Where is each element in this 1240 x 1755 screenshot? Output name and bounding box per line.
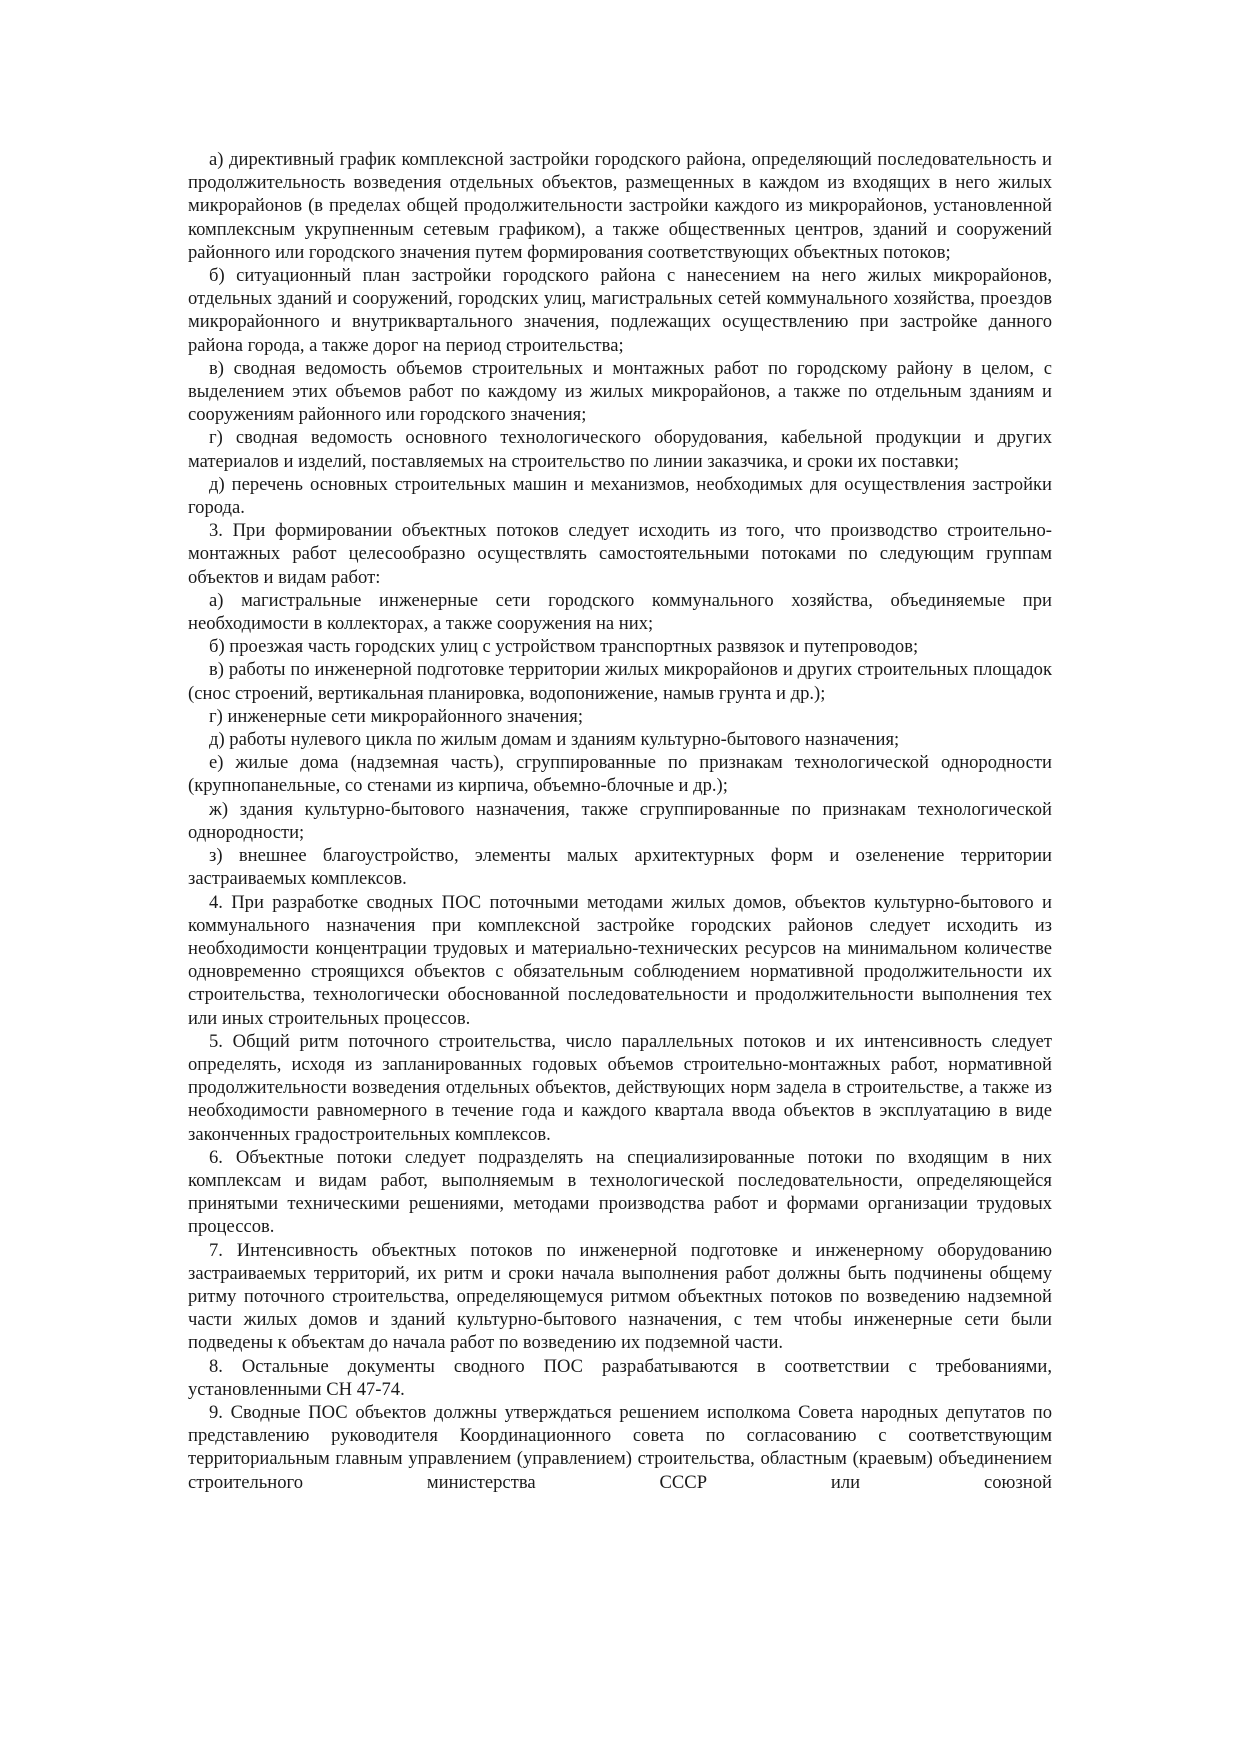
paragraph-3-object-flows: 3. При формировании объектных потоков следует исходить из того, что производство строительно-монтажных работ целесообразно осуществлять самостоятельными потоками по следующим группам объектов и видам работ: — [188, 520, 1052, 588]
paragraph-7-intensity: 7. Интенсивность объектных потоков по инженерной подготовке и инженерному оборудованию застраиваемых территорий, их ритм и сроки начала выполнения работ должны быть подчинены общему ритму поточного строительства, определяющемуся ритмом объектных потоков по возведению надземной части жилых домов и зданий культурно-бытового назначения, с тем чтобы инженерные сети были подведены к объектам до начала работ по возведению их подземной части. — [188, 1239, 1052, 1354]
paragraph-3g-district-networks: г) инженерные сети микрорайонного значения; — [209, 705, 583, 727]
document-body — [188, 148, 1052, 1494]
paragraph-3z-landscaping: з) внешнее благоустройство, элементы малых архитектурных форм и озеленение территории застраиваемых комплексов. — [188, 845, 1052, 890]
paragraph-3zh-cultural-buildings: ж) здания культурно-бытового назначения, также сгруппированные по признакам технологической однородности; — [188, 798, 1052, 843]
paragraph-3d-zero-cycle: д) работы нулевого цикла по жилым домам и зданиям культурно-бытового назначения; — [209, 729, 900, 751]
paragraph-4-flow-methods: 4. При разработке сводных ПОС поточными методами жилых домов, объектов культурно-бытового и коммунального назначения при комплексной застройке городских районов следует исходить из необходимости концентрации трудовых и материально-технических ресурсов на минимальном количестве одновременно строящихся объектов с обязательным соблюдением нормативной продолжительности их строительства, технологически обоснованной последовательности и продолжительности выполнения тех или иных строительных процессов. — [188, 891, 1052, 1029]
paragraph-d-machinery-list: д) перечень основных строительных машин и механизмов, необходимых для осуществления застройки города. — [188, 473, 1052, 519]
paragraph-3v-site-preparation: в) работы по инженерной подготовке территории жилых микрорайонов и других строительных площадок (снос строений, вертикальная планировка, водопонижение, намыв грунта и др.); — [188, 659, 1052, 704]
paragraph-b-situational-plan: б) ситуационный план застройки городского района с нанесением на него жилых микрорайонов, отдельных зданий и сооружений, городских улиц, магистральных сетей коммунального хозяйства, проездов микрорайонного и внутриквартального значения, подлежащих осуществлению при застройке данного района города, а также дорог на период строительства; — [188, 265, 1052, 356]
paragraph-3e-residential: е) жилые дома (надземная часть), сгруппированные по признакам технологической однородности (крупнопанельные, со стенами из кирпича, объемно-блочные и др.); — [188, 752, 1052, 797]
paragraph-a-directive-schedule: а) директивный график комплексной застройки городского района, определяющий последовательность и продолжительность возведения отдельных объектов, размещенных в каждом из входящих в него жилых микрорайонов (в пределах общей продолжительности застройки каждого из микрорайонов, установленной комплексным укрупненным сетевым графиком), а также общественных центров, зданий и сооружений районного или городского значения путем формирования соответствующих объектных потоков; — [188, 149, 1052, 263]
paragraph-g-equipment-statement: г) сводная ведомость основного технологического оборудования, кабельной продукции и других материалов и изделий, поставляемых на строительство по линии заказчика, и сроки их поставки; — [188, 427, 1052, 472]
paragraph-v-volume-statement: в) сводная ведомость объемов строительных и монтажных работ по городскому району в целом, с выделением этих объемов работ по каждому из жилых микрорайонов, а также по отдельным зданиям и сооружениям районного или городского значения; — [188, 357, 1052, 426]
paragraph-5-rhythm: 5. Общий ритм поточного строительства, число параллельных потоков и их интенсивность следует определять, исходя из запланированных годовых объемов строительно-монтажных работ, нормативной продолжительности возведения отдельных объектов, действующих норм задела в строительстве, а также из необходимости равномерного в течение года и каждого квартала ввода объектов в эксплуатацию в виде законченных градостроительных комплексов. — [188, 1030, 1052, 1145]
paragraph-3b-roadways: б) проезжая часть городских улиц с устройством транспортных развязок и путепроводов; — [209, 636, 919, 658]
paragraph-9-approval: 9. Сводные ПОС объектов должны утверждаться решением исполкома Совета народных депутатов по представлению руководителя Координационного совета по согласованию с соответствующим территориальным главным управлением (управлением) строительства, областным (краевым) объединением строительного министерства СССР или союзной — [188, 1401, 1052, 1493]
paragraph-8-other-documents: 8. Остальные документы сводного ПОС разрабатываются в соответствии с требованиями, установленными СН 47-74. — [188, 1355, 1052, 1400]
paragraph-6-specialized-flows: 6. Объектные потоки следует подразделять на специализированные потоки по входящим в них комплексам и видам работ, выполняемым в технологической последовательности, определяющейся принятыми техническими решениями, методами производства работ и формами организации трудовых процессов. — [188, 1146, 1052, 1238]
paragraph-3a-main-networks: а) магистральные инженерные сети городского коммунального хозяйства, объединяемые при необходимости в коллекторах, а также сооружения на них; — [188, 589, 1052, 635]
